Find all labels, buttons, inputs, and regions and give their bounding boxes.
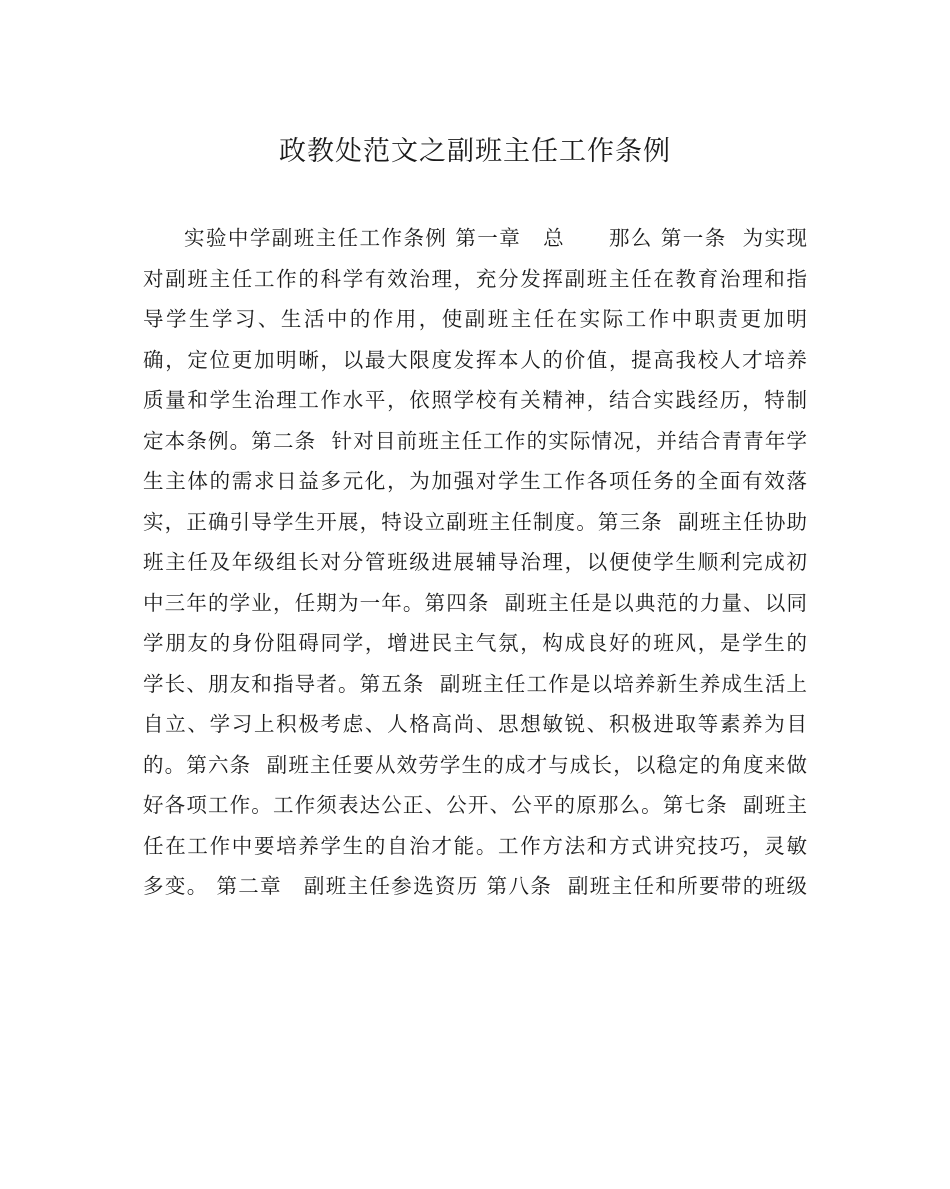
text-line: 实验中学副班主任工作条例 第一章 总 那么 第一条 为实现 <box>184 226 807 250</box>
text-line: 任在工作中要培养学生的自治才能。工作方法和方式讲究技巧，灵敏 <box>143 833 807 858</box>
text-line: 自立、学习上积极考虑、人格高尚、思想敏锐、积极进取等素养为目 <box>143 712 807 736</box>
text-line: 质量和学生治理工作水平，依照学校有关精神，结合实践经历，特制 <box>143 388 807 412</box>
text-line: 好各项工作。工作须表达公正、公开、公平的原那么。第七条 副班主 <box>143 793 807 817</box>
text-line: 定本条例。第二条 针对目前班主任工作的实际情况，并结合青青年学 <box>143 428 807 453</box>
text-line: 多变。 第二章 副班主任参选资历 第八条 副班主任和所要带的班级 <box>143 874 807 898</box>
text-line: 学长、朋友和指导者。第五条 副班主任工作是以培养新生养成生活上 <box>143 671 807 696</box>
text-line: 班主任及年级组长对分管班级进展辅导治理，以便使学生顺利完成初 <box>143 550 807 574</box>
text-line: 学朋友的身份阻碍同学，增进民主气氛，构成良好的班风，是学生的 <box>143 631 807 655</box>
text-line: 导学生学习、生活中的作用，使副班主任在实际工作中职责更加明 <box>143 307 807 331</box>
text-line: 生主体的需求日益多元化，为加强对学生工作各项任务的全面有效落 <box>143 469 807 493</box>
page-title: 政教处范文之副班主任工作条例 <box>279 136 671 167</box>
text-line: 确，定位更加明晰，以最大限度发挥本人的价值，提高我校人才培养 <box>143 347 807 372</box>
text-line: 的。第六条 副班主任要从效劳学生的成才与成长，以稳定的角度来做 <box>143 752 807 777</box>
body-text <box>143 218 807 907</box>
text-line: 对副班主任工作的科学有效治理，充分发挥副班主任在教育治理和指 <box>143 266 807 291</box>
text-line: 中三年的学业，任期为一年。第四条 副班主任是以典范的力量、以同 <box>143 590 807 615</box>
text-line: 实，正确引导学生开展，特设立副班主任制度。第三条 副班主任协助 <box>143 509 807 534</box>
